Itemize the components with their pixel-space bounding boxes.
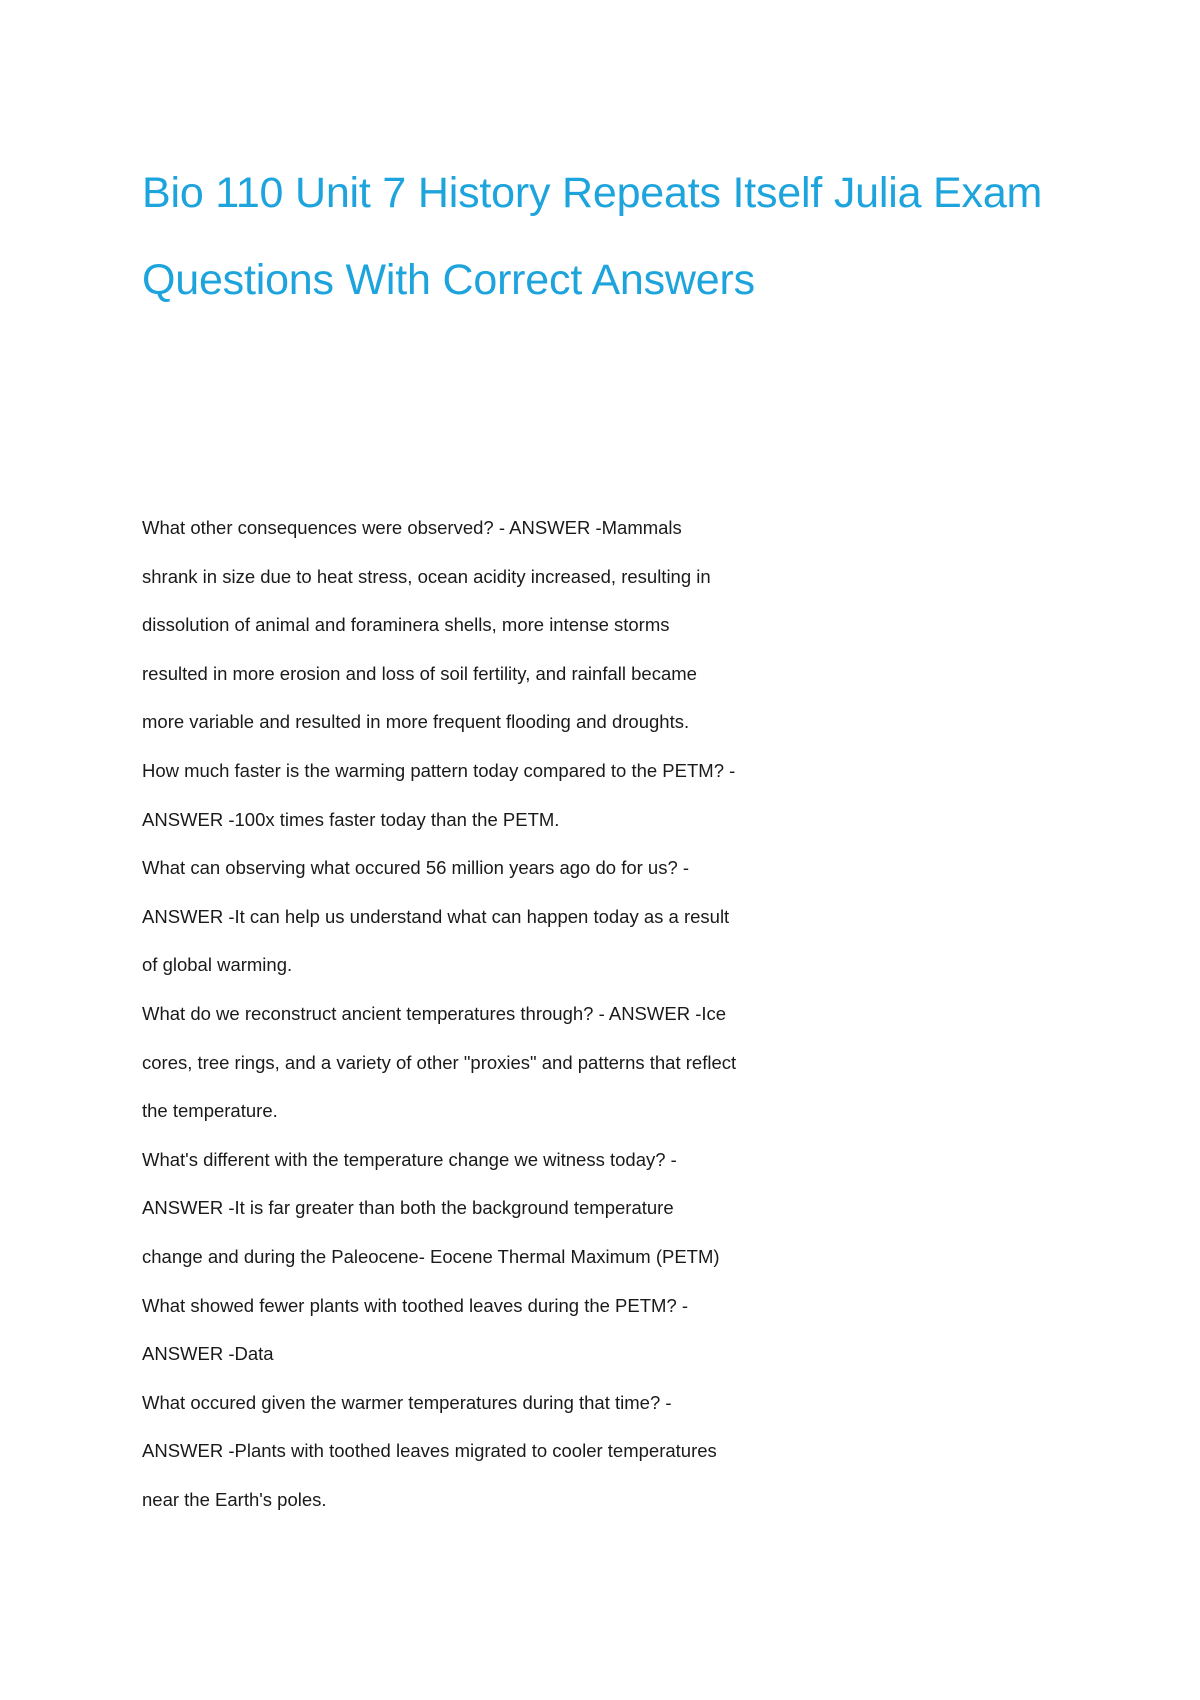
body-line: ANSWER -100x times faster today than the PETM. — [142, 808, 560, 830]
document-body — [142, 504, 842, 1524]
title-line: Bio 110 Unit 7 History Repeats Itself Julia Exam — [142, 169, 1043, 217]
body-line: What can observing what occured 56 million years ago do for us? - — [142, 857, 690, 879]
body-line: cores, tree rings, and a variety of other "proxies" and patterns that reflect — [142, 1051, 737, 1073]
body-line: shrank in size due to heat stress, ocean acidity increased, resulting in — [142, 565, 711, 587]
body-line: more variable and resulted in more frequent flooding and droughts. — [142, 711, 690, 733]
body-line: ANSWER -Data — [142, 1343, 274, 1365]
body-line: resulted in more erosion and loss of soil fertility, and rainfall became — [142, 662, 697, 684]
body-line: the temperature. — [142, 1100, 278, 1122]
title-line: Questions With Correct Answers — [142, 256, 755, 304]
body-line: change and during the Paleocene- Eocene Thermal Maximum (PETM) — [142, 1245, 720, 1267]
body-line: What do we reconstruct ancient temperatures through? - ANSWER -Ice — [142, 1002, 727, 1024]
body-line: of global warming. — [142, 954, 293, 976]
document-title — [142, 150, 1102, 324]
body-line: ANSWER -It can help us understand what can happen today as a result — [142, 905, 730, 927]
body-line: What showed fewer plants with toothed leaves during the PETM? - — [142, 1294, 689, 1316]
body-line: dissolution of animal and foraminera shells, more intense storms — [142, 614, 670, 636]
body-line: near the Earth's poles. — [142, 1488, 327, 1510]
body-line: How much faster is the warming pattern today compared to the PETM? - — [142, 759, 736, 781]
body-line: What other consequences were observed? - ANSWER -Mammals — [142, 517, 682, 538]
body-line: What occured given the warmer temperatures during that time? - — [142, 1391, 672, 1413]
body-line: What's different with the temperature change we witness today? - — [142, 1148, 677, 1170]
body-line: ANSWER -Plants with toothed leaves migrated to cooler temperatures — [142, 1440, 717, 1462]
body-line: ANSWER -It is far greater than both the background temperature — [142, 1197, 674, 1219]
